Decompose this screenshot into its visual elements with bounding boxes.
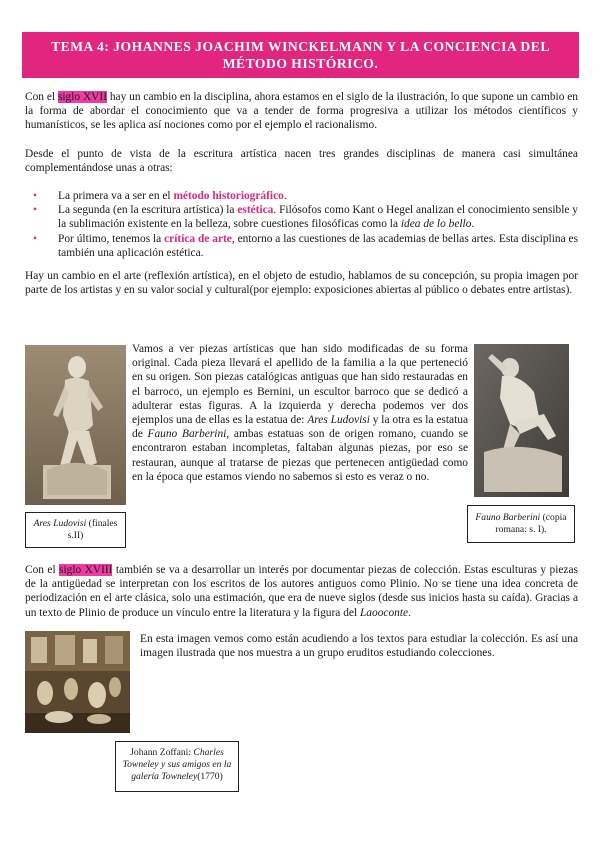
bullet-icon: • [33,204,37,217]
disciplines-intro-paragraph: Desde el punto de vista de la escritura artística nacen tres grandes disciplinas de manera casi simultánea complementándose unas a otras: [25,148,578,175]
statue-icon [25,345,126,505]
bullet-icon: • [33,190,37,202]
term-metodo-historiografico: método historiográfico [173,190,284,202]
title-line-2: MÉTODO HISTÓRICO. [222,56,379,71]
collection-paragraph: Con el siglo XVIII también se va a desarrollar un interés por documentar piezas de colección. Estas esculturas y piezas de la antigüedad se interpretan con los escritos de los autores antiguos como Plinio. No se tiene una idea concreta de periodización en el arte clásica, solo una estimación, que era de nueve siglos (desde sus inicios hasta su caída). Gracias a un texto de Plinio de produce un vínculo entre la literatura y la figura del Laooconte. [25,564,578,619]
list-item: • La primera va a ser en el método historiográfico. [33,190,287,202]
caption-zoffani: Johann Zoffani: Charles Towneley y sus amigos en la galería Towneley(1770) [115,741,239,792]
title-line-1: TEMA 4: JOHANNES JOACHIM WINCKELMANN Y LA CONCIENCIA DEL [51,39,550,54]
term-critica-de-arte: crítica de arte [164,232,232,245]
disciplines-list [33,189,578,260]
list-item: • La segunda (en la escritura artística) la estética. Filósofos como Kant o Hegel analizan el conocimiento sensible y la sublimación existente en la belleza, sobre cuestiones filosóficas como la idea de lo bello. [33,204,579,231]
painting-icon [25,631,130,733]
fauno-barberini-image [474,344,569,497]
art-change-paragraph: Hay un cambio en el arte (reflexión artística), en el objeto de estudio, hablamos de su concepción, su propia imagen por parte de los artistas y en su valor social y cultural(por ejemplo: exposiciones abiertas al público o debates entre artistas). [25,270,578,297]
bullet-icon: • [33,232,37,245]
caption-fauno-barberini: Fauno Barberini (copia romana: s. I). [467,505,575,543]
caption-ares-ludovisi: Ares Ludovisi (finales s.II) [25,512,126,548]
ares-ludovisi-image [25,345,126,505]
title-banner [22,32,579,78]
intro-paragraph: Con el siglo XVII hay un cambio en la disciplina, ahora estamos en el siglo de la ilustración, lo que supone un cambio en la forma de abordar el conocimiento que va a tender de forma progresiva a utilizar los métodos científicos y humanísticos, se les aplica así nociones como por el ejemplo el racionalismo. [25,91,578,132]
term-estetica: estética [237,204,274,217]
highlight-siglo-xviii: siglo XVIII [59,564,113,576]
statues-paragraph: Vamos a ver piezas artísticas que han sido modificadas de su forma original. Cada pieza llevará el apellido de la familia a la que perteneció en su origen. Son piezas catalógicas antiguas que han sido restauradas en el barroco, un ejemplo es Bernini, un escultor barroco que se dedicó a adulterar estas figuras. A la izquierda y derecha podemos ver dos ejemplos una de ellas es la estatua de: Ares Ludovisi y la otra es la estatua de Fauno Barberini, ambas estatuas son de origen romano, cuando se encontraron estaban incompletas, faltaban algunas piezas, por eso se restauran, aunque al tratarse de piezas que pertenecen antigüedad como en la época que estamos viendo no sabemos si esto es veraz o no. [132,343,469,483]
highlight-siglo-xvii: siglo XVII [57,91,107,103]
statue-icon [474,344,569,497]
zoffani-paragraph: En esta imagen vemos como están acudiendo a los textos para estudiar la colección. Es así una imagen ilustrada que nos muestra a un grupo eruditos estudiando colecciones. [140,633,578,660]
zoffani-painting-image [25,631,130,733]
list-item: • Por último, tenemos la crítica de arte, entorno a las cuestiones de las academias de bellas artes. Esta disciplina es también una aplicación estética. [33,232,579,259]
